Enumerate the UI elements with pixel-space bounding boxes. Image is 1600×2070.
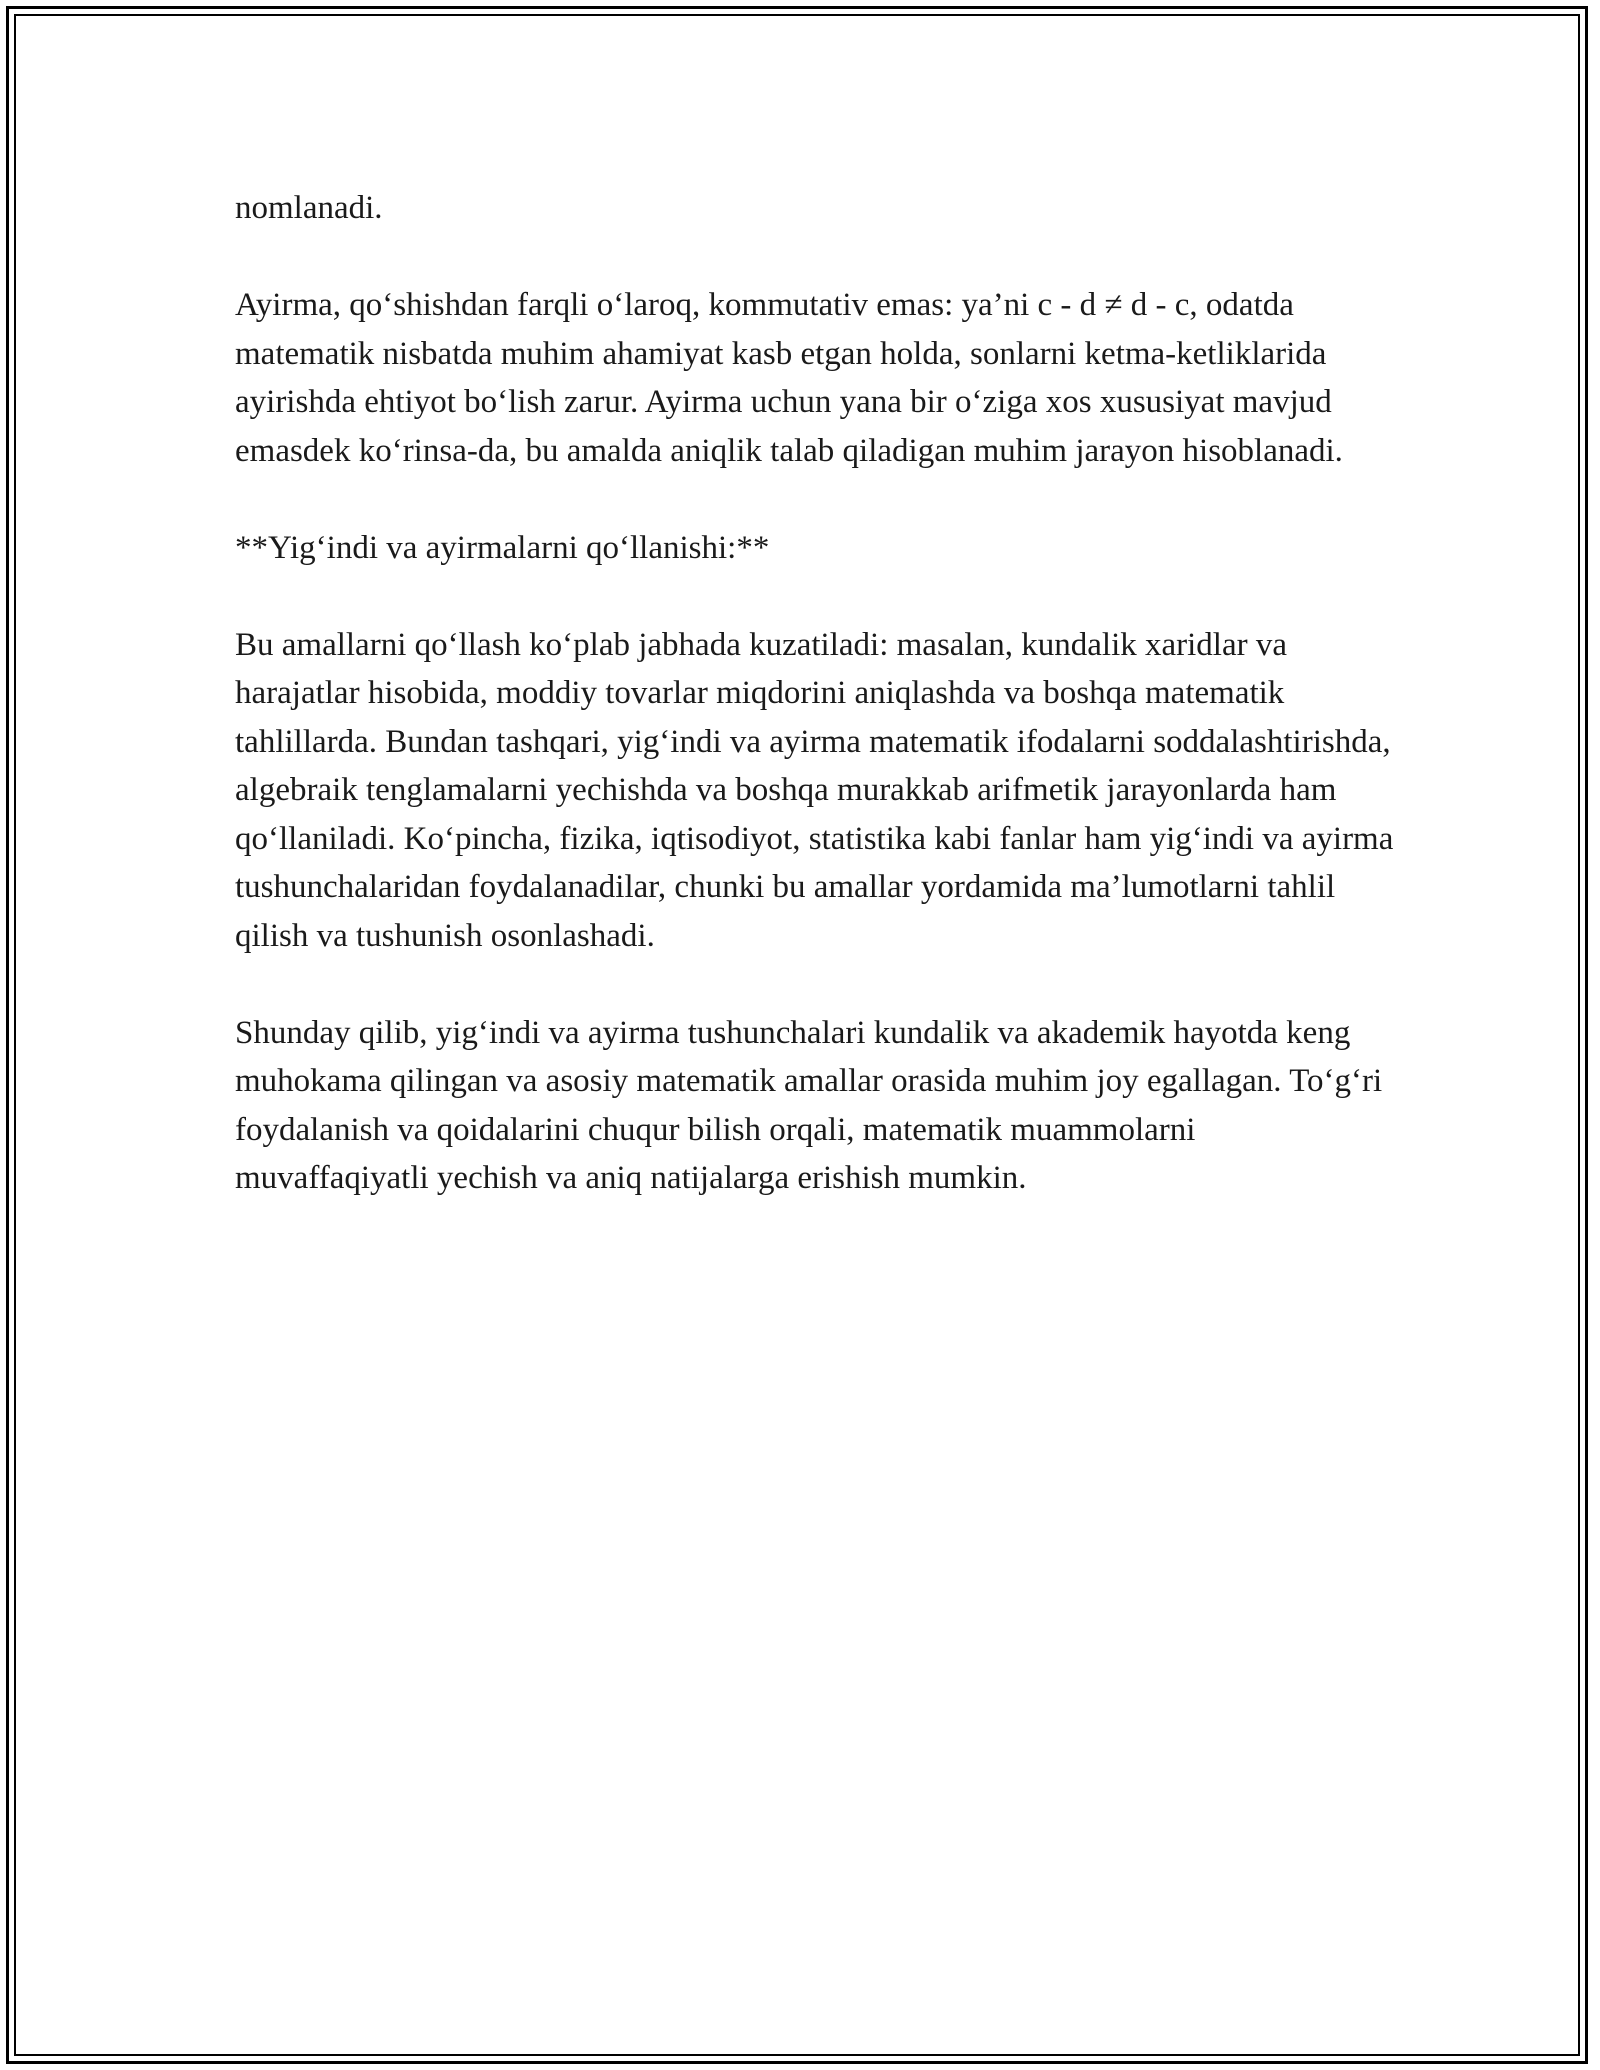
- section-heading-applications: **Yig‘indi va ayirmalarni qo‘llanishi:**: [235, 529, 770, 566]
- paragraph-applications: Bu amallarni qo‘llash ko‘plab jabhada kuzatiladi: masalan, kundalik xaridlar va harajatlar hisobida, moddiy tovarlar miqdorini aniqlashda va boshqa matematik tahlillarda. Bundan tashqari, yig‘indi va ayirma matematik ifodalarni soddalashtirishda, algebraik tenglamalarni yechishda va boshqa murakkab arifmetik jarayonlarda ham qo‘llaniladi. Ko‘pincha, fizika, iqtisodiyot, statistika kabi fanlar ham yig‘indi va ayirma tushunchalaridan foydalanadilar, chunki bu amallar yordamida ma’lumotlarni tahlil qilish va tushunish osonlashadi.: [235, 626, 1394, 954]
- paragraph-conclusion: Shunday qilib, yig‘indi va ayirma tushunchalari kundalik va akademik hayotda keng muhokama qilingan va asosiy matematik amallar orasida muhim joy egallagan. To‘g‘ri foydalanish va qoidalarini chuqur bilish orqali, matematik muammolarni muvaffaqiyatli yechish va aniq natijalarga erishish mumkin.: [235, 1014, 1383, 1196]
- document-body: [235, 184, 1395, 1251]
- paragraph-subtraction: Ayirma, qo‘shishdan farqli o‘laroq, kommutativ emas: ya’ni c - d ≠ d - c, odatda matematik nisbatda muhim ahamiyat kasb etgan holda, sonlarni ketma-ketliklarida ayirishda ehtiyot bo‘lish zarur. Ayirma uchun yana bir o‘ziga xos xususiyat mavjud emasdek ko‘rinsa-da, bu amalda aniqlik talab qiladigan muhim jarayon hisoblanadi.: [235, 287, 1343, 469]
- paragraph-continuation: nomlanadi.: [235, 190, 383, 226]
